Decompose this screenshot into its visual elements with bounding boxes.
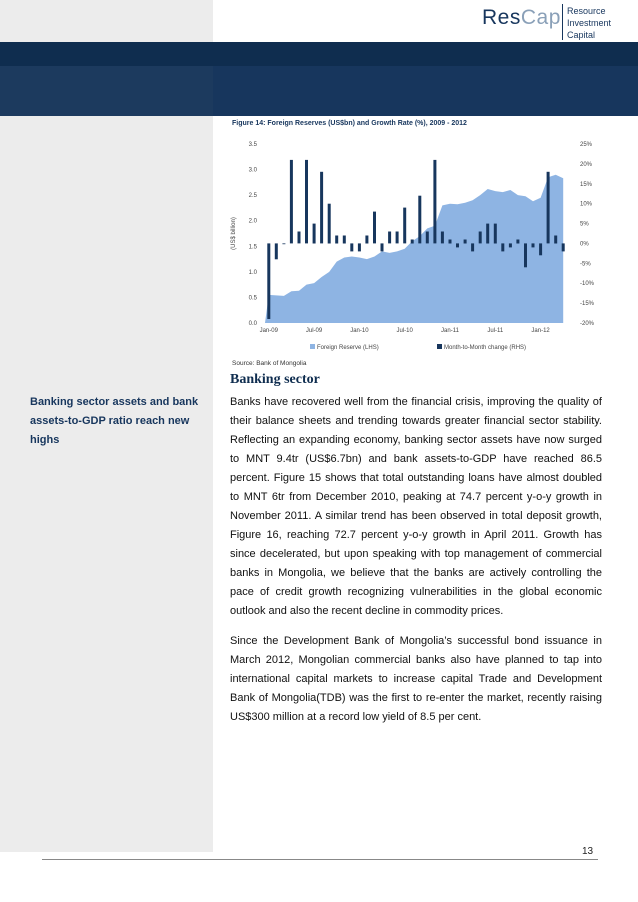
y2-tick-label: -5%	[580, 261, 591, 268]
change-bar	[494, 224, 497, 244]
change-bar	[343, 236, 346, 244]
change-bar	[524, 243, 527, 267]
change-bar	[365, 236, 368, 244]
change-bar	[275, 243, 278, 259]
change-bar	[282, 243, 285, 244]
paragraph: Banks have recovered well from the financial crisis, improving the quality of their balance sheets and trending towards greater financial sector stability. Reflecting an expanding economy, banking sector assets have now surged to MNT 9.4tr (US$6.7bn) and bank assets-to-GDP have reached 86.5 percent. Figure 15 shows that total outstanding loans have almost doubled to MNT 6tr from December 2010, peaking at 74.7 percent y-o-y growth in November 2011. A similar trend has been observed in total deposit growth, Figure 16, reaching 72.7 percent y-o-y growth in April 2011. Growth has since decelerated, but upon speaking with top management of commercial banks in Mongolia, we believe that the banks are actively controlling the pace of credit growth recognizing vulnerabilities in the global economic outlook and also the recent decline in commodity prices.	[230, 396, 602, 617]
change-bar	[320, 172, 323, 244]
figure-source: Source: Bank of Mongolia	[232, 360, 307, 367]
change-bar	[554, 236, 557, 244]
change-bar	[396, 232, 399, 244]
y2-tick-label: 10%	[580, 201, 593, 208]
body-text	[230, 393, 602, 738]
y-tick-label: 2.0	[248, 218, 257, 225]
change-bar	[449, 240, 452, 244]
y2-tick-label: -15%	[580, 301, 595, 308]
change-bar	[313, 224, 316, 244]
change-bar	[464, 240, 467, 244]
change-bar	[388, 232, 391, 244]
legend-swatch-area	[310, 344, 315, 349]
change-bar	[547, 172, 550, 244]
section-heading: Banking sector	[230, 372, 320, 387]
x-tick-label: Jul-11	[487, 328, 504, 334]
y-tick-label: 0.5	[248, 295, 257, 302]
change-bar	[335, 236, 338, 244]
y-tick-label: 3.5	[248, 142, 257, 148]
reserves-chart	[225, 132, 605, 358]
paragraph: Since the Development Bank of Mongolia’s successful bond issuance in March 2012, Mongolian commercial banks also have planned to tap into international capital markets to increase capital Trade and Development Bank of Mongolia(TDB) was the first to re-enter the market, recently raising US$300 million at a record low yield of 8.5 per cent.	[230, 635, 602, 723]
rescap-logo: ResCap	[482, 6, 561, 29]
change-bar	[501, 243, 504, 251]
y-tick-label: 0.0	[248, 321, 257, 327]
x-tick-label: Jul-10	[396, 328, 413, 334]
change-bar	[471, 243, 474, 251]
change-bar	[298, 232, 301, 244]
reserve-area	[265, 175, 563, 323]
y2-tick-label: -20%	[580, 321, 595, 327]
change-bar	[456, 243, 459, 247]
change-bar	[433, 160, 436, 244]
change-bar	[479, 232, 482, 244]
y-tick-label: 2.5	[248, 193, 257, 200]
x-tick-label: Jan-11	[441, 328, 459, 334]
change-bar	[486, 224, 489, 244]
change-bar	[418, 196, 421, 244]
change-bar	[290, 160, 293, 244]
change-bar	[350, 243, 353, 251]
change-bar	[516, 240, 519, 244]
change-bar	[358, 243, 361, 251]
change-bar	[532, 243, 535, 247]
y2-tick-label: 5%	[580, 221, 589, 228]
title-band	[0, 66, 638, 116]
change-bar	[562, 243, 565, 251]
logo-tagline: Resource Investment Capital	[567, 6, 612, 40]
x-tick-label: Jan-10	[350, 328, 369, 334]
legend-label: Month-to-Month change (RHS)	[444, 345, 527, 351]
header-band	[0, 42, 638, 66]
y2-tick-label: 20%	[580, 161, 593, 168]
side-note: Banking sector assets and bank assets-to-GDP ratio reach new highs	[30, 396, 199, 446]
change-bar	[426, 232, 429, 244]
y2-tick-label: 25%	[580, 142, 593, 148]
y2-tick-label: 0%	[580, 241, 589, 248]
change-bar	[328, 204, 331, 244]
figure-title: Figure 14: Foreign Reserves (US$bn) and Growth Rate (%), 2009 - 2012	[232, 120, 467, 127]
x-tick-label: Jan-12	[531, 328, 550, 334]
y-tick-label: 1.0	[248, 269, 257, 276]
change-bar	[411, 240, 414, 244]
change-bar	[539, 243, 542, 255]
change-bar	[305, 160, 308, 244]
legend-swatch-bar	[437, 344, 442, 349]
x-tick-label: Jan-09	[259, 328, 278, 334]
x-tick-label: Jul-09	[305, 328, 323, 334]
legend-label: Foreign Reserve (LHS)	[317, 345, 379, 351]
change-bar	[509, 243, 512, 247]
change-bar	[267, 243, 270, 319]
y-axis-label: (US$ billion)	[231, 217, 237, 250]
change-bar	[441, 232, 444, 244]
page-number: 13	[582, 846, 594, 857]
logo-divider	[562, 4, 563, 40]
change-bar	[373, 212, 376, 244]
y-tick-label: 3.0	[248, 167, 257, 174]
y-tick-label: 1.5	[248, 244, 257, 251]
change-bar	[403, 208, 406, 244]
y2-tick-label: -10%	[580, 281, 595, 288]
change-bar	[381, 243, 384, 251]
footer-rule	[42, 859, 598, 860]
y2-tick-label: 15%	[580, 181, 593, 188]
